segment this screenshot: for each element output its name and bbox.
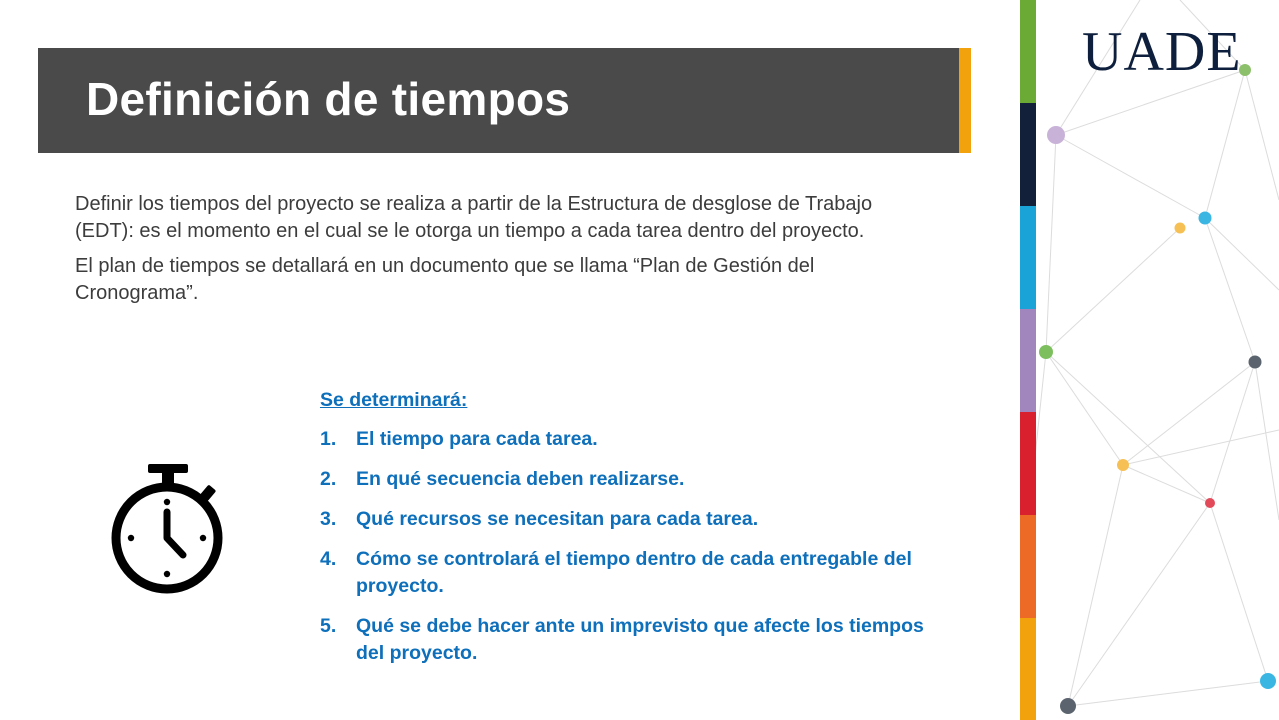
list-item-text: En qué secuencia deben realizarse. bbox=[356, 468, 685, 490]
uade-logo: UADE bbox=[1082, 21, 1242, 83]
list-item-text: Cómo se controlará el tiempo dentro de cada entregable del proyecto. bbox=[356, 548, 912, 597]
list-item-number: 2. bbox=[320, 468, 337, 490]
page-title: Definición de tiempos bbox=[86, 73, 571, 125]
determination-list bbox=[320, 387, 940, 680]
color-stripe-yellow bbox=[1020, 618, 1036, 720]
intro-text bbox=[75, 191, 935, 315]
color-stripe-navy bbox=[1020, 103, 1036, 206]
list-item-number: 5. bbox=[320, 615, 337, 637]
list-item bbox=[320, 466, 940, 493]
color-stripe-blue bbox=[1020, 206, 1036, 309]
list-item-text: El tiempo para cada tarea. bbox=[356, 428, 598, 450]
list-item-text: Qué recursos se necesitan para cada tarea. bbox=[356, 508, 759, 530]
stopwatch-icon bbox=[106, 462, 230, 598]
list-item-number: 1. bbox=[320, 428, 337, 450]
intro-paragraph-2: El plan de tiempos se detallará en un documento que se llama “Plan de Gestión del Cronograma”. bbox=[75, 255, 815, 304]
color-stripe-red bbox=[1020, 412, 1036, 515]
network-decoration bbox=[1020, 0, 1279, 720]
title-accent-bar bbox=[959, 48, 971, 153]
list-heading: Se determinará: bbox=[320, 389, 468, 411]
title-bar bbox=[38, 48, 959, 153]
list-item bbox=[320, 546, 940, 600]
list-item bbox=[320, 506, 940, 533]
list-item bbox=[320, 426, 940, 453]
list-item-number: 3. bbox=[320, 508, 337, 530]
list-item-number: 4. bbox=[320, 548, 337, 570]
list-item-text: Qué se debe hacer ante un imprevisto que afecte los tiempos del proyecto. bbox=[356, 615, 924, 664]
color-stripe-purple bbox=[1020, 309, 1036, 412]
list-item bbox=[320, 613, 940, 667]
color-stripe-orange bbox=[1020, 515, 1036, 618]
intro-paragraph-1: Definir los tiempos del proyecto se realiza a partir de la Estructura de desglose de Trabajo (EDT): es el momento en el cual se le otorga un tiempo a cada tarea dentro del proyecto. bbox=[75, 193, 873, 242]
color-stripe-green bbox=[1020, 0, 1036, 103]
